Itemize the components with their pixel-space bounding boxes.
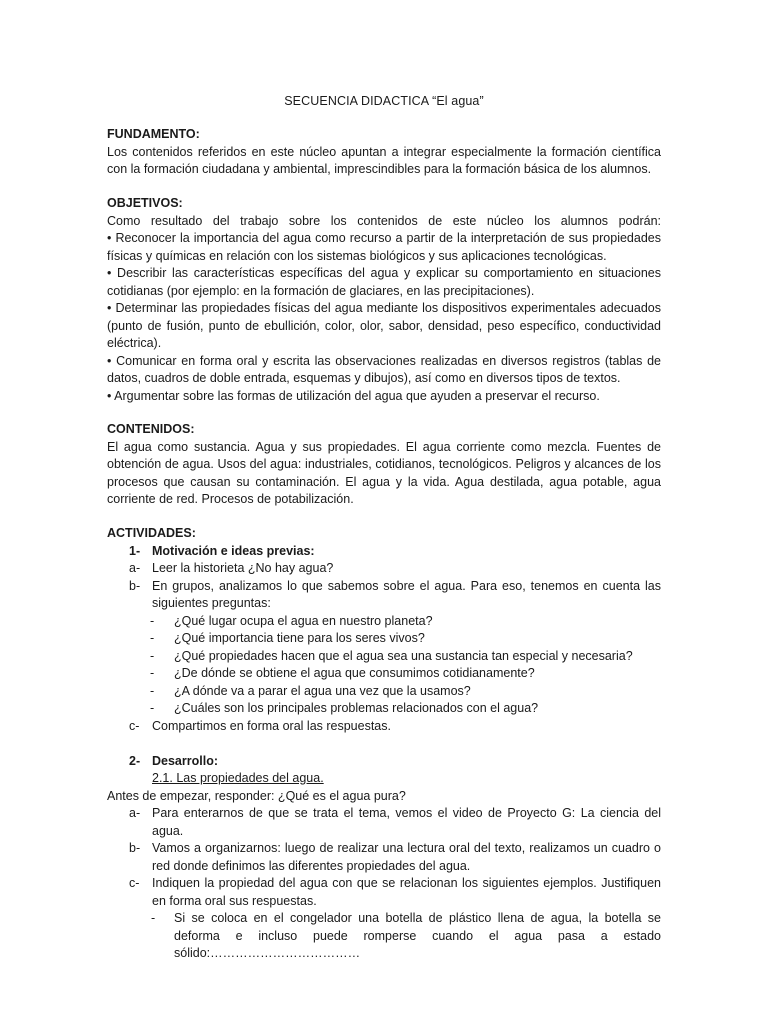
activity-c-row [107,718,661,736]
activity-a-text: Leer la historieta ¿No hay agua? [152,561,334,575]
dev-b-label: b- [129,841,141,855]
dev-c-label: c- [129,876,140,890]
example-text: Si se coloca en el congelador una botella de plástico llena de agua, la botella se deforma e incluso puede romperse cuando el agua pasa a estado sólido:……………………………… [174,911,661,960]
dev-c-row [107,875,661,910]
activity-b-text: En grupos, analizamos lo que sabemos sobre el agua. Para eso, tenemos en cuenta las siguientes preguntas: [152,578,661,610]
fundamento-heading: FUNDAMENTO: [107,127,200,141]
question-row [107,683,661,701]
question-text: ¿Qué propiedades hacen que el agua sea una sustancia tan especial y necesaria? [174,648,633,663]
dash-bullet: - [150,666,155,680]
spacer [107,735,661,753]
contenidos-text: El agua como sustancia. Agua y sus propiedades. El agua corriente como mezcla. Fuentes de obtención de agua. Usos del agua: industriales, cotidianos, tecnológicos. Peligros y alcances de los procesos que causan su contaminación. El agua y la vida. Agua destilada, agua potable, agua corriente de red. Procesos de potabilización. [107,439,661,506]
dev-a-row [107,805,661,840]
question-row [107,648,661,666]
dev-c-text: Indiquen la propiedad del agua con que se relacionan los siguientes ejemplos. Justifiquen en forma oral sus respuestas. [152,876,661,908]
subsection-intro-text: Antes de empezar, responder: ¿Qué es el agua pura? [107,788,406,803]
objetivos-section [107,195,661,405]
dash-bullet: - [150,613,155,628]
activity-a-label: a- [129,561,141,575]
activity-a-row [107,560,661,578]
section-2-title: Desarrollo: [152,753,218,768]
section-1-title: Motivación e ideas previas: [152,543,315,558]
activity-c-text: Compartimos en forma oral las respuestas. [152,718,391,733]
section-2-row [107,753,661,771]
dev-a-label: a- [129,806,141,820]
question-text: ¿Qué lugar ocupa el agua en nuestro planeta? [174,613,433,628]
question-text: ¿A dónde va a parar el agua una vez que la usamos? [174,683,471,698]
objetivo-item: • Reconocer la importancia del agua como recurso a partir de la interpretación de sus propiedades físicas y químicas en relación con los sistemas biológicos y sus aplicaciones tecnológicas. [107,231,661,263]
objetivo-item: • Determinar las propiedades físicas del agua mediante los dispositivos experimentales adecuados (punto de fusión, punto de ebullición, color, olor, sabor, densidad, peso específico, conductividad eléctrica). [107,301,661,350]
section-1-number: 1- [129,543,141,558]
document-title: SECUENCIA DIDACTICA “El agua” [284,94,484,108]
example-row [107,910,661,963]
question-row [107,665,661,683]
dash-bullet: - [150,701,155,715]
question-text: ¿De dónde se obtiene el agua que consumimos cotidianamente? [174,666,535,680]
dev-b-text: Vamos a organizarnos: luego de realizar una lectura oral del texto, realizamos un cuadro o red donde definimos las diferentes propiedades del agua. [152,841,661,873]
subsection-2-1-row [107,770,661,788]
question-row [107,700,661,718]
section-2-number: 2- [129,753,141,768]
question-row [107,630,661,648]
section-1-row [107,543,661,561]
contenidos-section [107,421,661,509]
question-text: ¿Cuáles son los principales problemas relacionados con el agua? [174,701,539,715]
question-text: ¿Qué importancia tiene para los seres vivos? [174,631,425,645]
dash-bullet: - [150,631,155,645]
contenidos-heading: CONTENIDOS: [107,422,195,436]
objetivos-heading: OBJETIVOS: [107,196,183,210]
objetivo-item: • Argumentar sobre las formas de utilización del agua que ayuden a preservar el recurso. [107,388,600,403]
dash-bullet: - [150,648,155,663]
actividades-heading: ACTIVIDADES: [107,526,196,540]
objetivo-item: • Describir las características específicas del agua y explicar su comportamiento en situaciones cotidianas (por ejemplo: en la formación de glaciares, en las precipitaciones). [107,266,661,298]
activity-b-label: b- [129,578,141,593]
fundamento-section [107,126,661,179]
objetivos-intro: Como resultado del trabajo sobre los contenidos de este núcleo los alumnos podrán: [107,213,661,228]
dev-b-row [107,840,661,875]
subsection-2-1-title: 2.1. Las propiedades del agua. [152,771,324,785]
fundamento-text: Los contenidos referidos en este núcleo apuntan a integrar especialmente la formación científica con la formación ciudadana y ambiental, imprescindibles para la formación básica de los alumnos. [107,144,661,176]
activity-b-row [107,578,661,613]
dash-bullet: - [150,683,155,698]
subsection-intro-row [107,788,661,806]
question-row [107,613,661,631]
activity-c-label: c- [129,718,140,733]
dev-a-text: Para enterarnos de que se trata el tema, vemos el video de Proyecto G: La ciencia del agua. [152,806,661,838]
actividades-section [107,525,661,963]
dash-bullet: - [151,911,156,925]
objetivo-item: • Comunicar en forma oral y escrita las observaciones realizadas en diversos registros (tablas de datos, cuadros de doble entrada, esquemas y dibujos), así como en diversos tipos de textos. [107,353,661,385]
